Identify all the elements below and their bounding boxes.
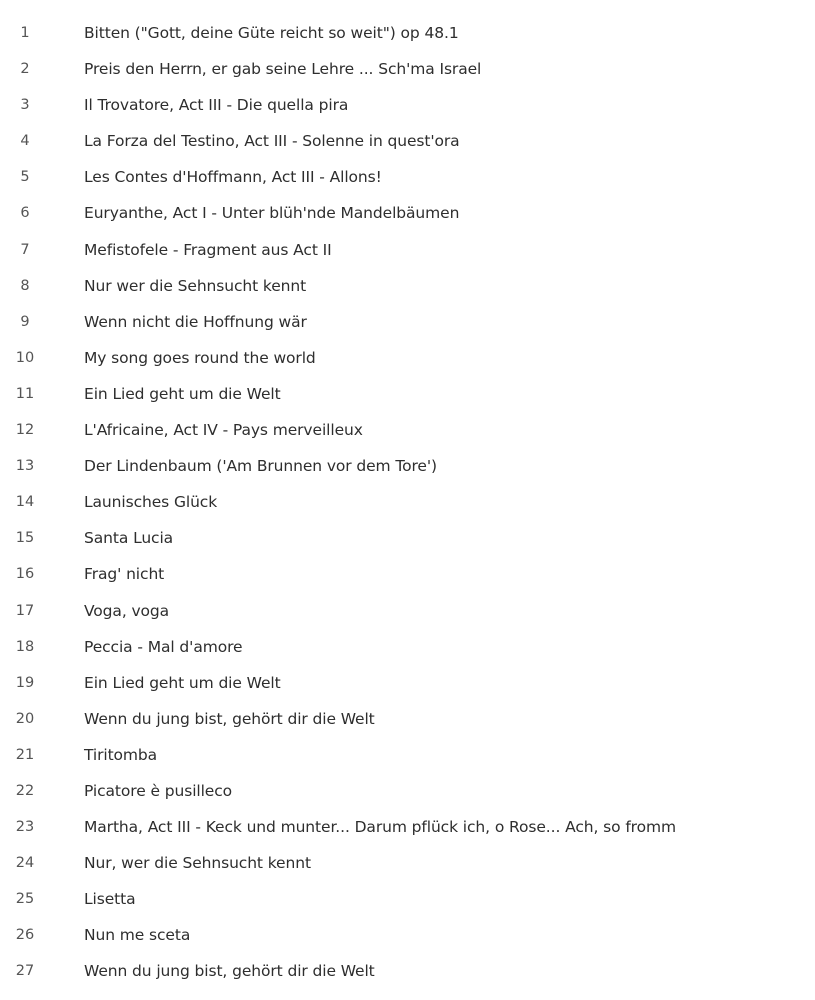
track-number: 14 [15,494,35,511]
track-number: 4 [20,133,30,150]
track-number: 12 [15,422,35,439]
track-row[interactable] [0,953,815,989]
track-title: Les Contes d'Hoffmann, Act III - Allons! [84,168,382,187]
track-title: Voga, voga [84,601,170,620]
track-number: 25 [15,891,35,908]
track-number: 26 [15,927,35,944]
track-number: 18 [15,638,35,655]
track-title: Euryanthe, Act I - Unter blüh'nde Mandelbäumen [84,204,460,223]
track-title: Nun me sceta [84,926,191,945]
track-row[interactable] [0,484,815,520]
track-number: 16 [15,566,35,583]
track-row[interactable] [0,773,815,809]
track-title: Wenn du jung bist, gehört dir die Welt [84,962,375,981]
track-row[interactable] [0,737,815,773]
track-row[interactable] [0,412,815,448]
track-title: Bitten ("Gott, deine Güte reicht so weit") op 48.1 [84,24,459,42]
track-number: 24 [15,855,35,872]
track-number: 6 [20,205,30,222]
track-number: 2 [20,61,30,78]
track-row[interactable] [0,87,815,123]
track-title: La Forza del Testino, Act III - Solenne in quest'ora [84,132,460,151]
track-title: Launisches Glück [84,493,218,512]
track-row[interactable] [0,159,815,195]
track-title: Ein Lied geht um die Welt [84,384,281,403]
track-row[interactable] [0,304,815,340]
track-title: Tiritomba [84,745,158,764]
track-number: 22 [15,782,35,799]
track-number: 20 [15,710,35,727]
track-number: 27 [15,963,35,980]
track-title: Ein Lied geht um die Welt [84,673,281,692]
track-row[interactable] [0,51,815,87]
track-number: 19 [15,674,35,691]
track-number: 13 [15,458,35,475]
track-number: 3 [20,97,30,114]
track-title: Nur, wer die Sehnsucht kennt [84,854,311,873]
track-title: Preis den Herrn, er gab seine Lehre ... Sch'ma Israel [84,60,482,79]
track-number: 1 [20,25,30,41]
track-row[interactable] [0,448,815,484]
track-number: 7 [20,241,30,258]
track-title: L'Africaine, Act IV - Pays merveilleux [84,421,363,440]
track-number: 10 [15,349,35,366]
track-number: 9 [20,313,30,330]
track-row[interactable] [0,593,815,629]
track-list [0,15,815,990]
track-number: 21 [15,746,35,763]
track-title: My song goes round the world [84,348,316,367]
track-row[interactable] [0,809,815,845]
track-title: Santa Lucia [84,529,174,548]
track-row[interactable] [0,917,815,953]
track-title: Peccia - Mal d'amore [84,637,243,656]
track-title: Der Lindenbaum ('Am Brunnen vor dem Tore') [84,457,437,476]
track-number: 23 [15,819,35,836]
track-number: 8 [20,277,30,294]
track-row[interactable] [0,701,815,737]
track-row[interactable] [0,232,815,268]
track-row[interactable] [0,665,815,701]
track-row[interactable] [0,123,815,159]
track-title: Martha, Act III - Keck und munter... Darum pflück ich, o Rose... Ach, so fromm [84,818,676,837]
track-title: Wenn nicht die Hoffnung wär [84,312,307,331]
track-number: 15 [15,530,35,547]
track-title: Lisetta [84,890,136,909]
track-title: Frag' nicht [84,565,165,584]
track-title: Wenn du jung bist, gehört dir die Welt [84,709,375,728]
track-row[interactable] [0,340,815,376]
track-row[interactable] [0,556,815,592]
track-title: Il Trovatore, Act III - Die quella pira [84,96,349,115]
track-title: Nur wer die Sehnsucht kennt [84,276,307,295]
track-number: 11 [15,385,35,402]
track-row[interactable] [0,15,815,51]
track-row[interactable] [0,881,815,917]
track-number: 17 [15,602,35,619]
track-row[interactable] [0,520,815,556]
track-row[interactable] [0,195,815,231]
track-row[interactable] [0,268,815,304]
track-number: 5 [20,169,30,186]
track-row[interactable] [0,629,815,665]
track-row[interactable] [0,376,815,412]
track-row[interactable] [0,845,815,881]
track-title: Mefistofele - Fragment aus Act II [84,240,332,259]
track-title: Picatore è pusilleco [84,781,233,800]
